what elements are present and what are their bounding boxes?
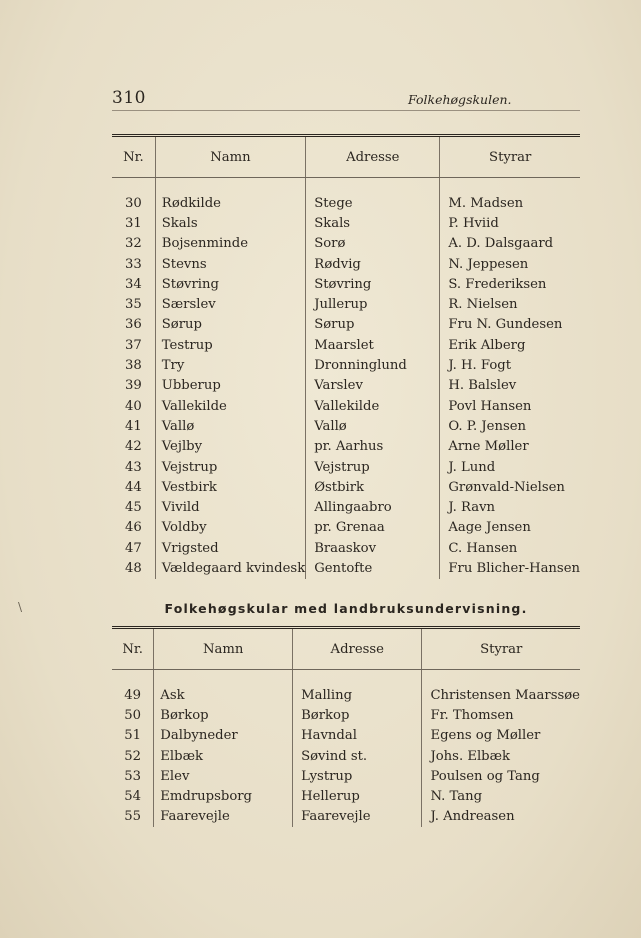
cell-namn: Vejstrup xyxy=(155,457,305,477)
cell-namn: Børkop xyxy=(154,705,293,725)
cell-styrar: J. Andreasen xyxy=(422,807,580,827)
cell-nr: 50 xyxy=(124,707,142,723)
section-heading: Folkehøgskular med landbruksundervisning. xyxy=(164,601,528,616)
cell-adresse: Faarevejle xyxy=(293,807,422,827)
cell-nr: 45 xyxy=(124,500,142,516)
table-row xyxy=(112,497,580,517)
cell-styrar: R. Nielsen xyxy=(440,294,580,314)
table-row xyxy=(112,786,580,806)
spacer-row xyxy=(112,670,580,686)
cell-namn: Særslev xyxy=(155,294,305,314)
table-row xyxy=(112,315,580,335)
column-header-adresse: Adresse xyxy=(306,136,440,178)
cell-namn: Støvring xyxy=(155,274,305,294)
column-header-namn: Namn xyxy=(155,136,305,178)
column-header-namn: Namn xyxy=(154,628,293,670)
cell-adresse: Rødvig xyxy=(306,254,440,274)
table-row xyxy=(112,685,580,705)
margin-mark: \ xyxy=(18,600,23,614)
table-header-row xyxy=(112,628,580,670)
cell-namn: Vrigsted xyxy=(155,538,305,558)
cell-styrar: H. Balslev xyxy=(440,376,580,396)
cell-adresse: Stege xyxy=(306,193,440,213)
cell-namn: Vallekilde xyxy=(155,396,305,416)
cell-styrar: Fru N. Gundesen xyxy=(440,315,580,335)
cell-styrar: N. Jeppesen xyxy=(440,254,580,274)
cell-adresse: Vejstrup xyxy=(306,457,440,477)
cell-namn: Stevns xyxy=(155,254,305,274)
cell-namn: Vældegaard kvindesk xyxy=(155,558,305,578)
cell-namn: Ubberup xyxy=(155,376,305,396)
table-row xyxy=(112,335,580,355)
cell-styrar: Johs. Elbæk xyxy=(422,746,580,766)
cell-styrar: Poulsen og Tang xyxy=(422,766,580,786)
schools-table-body xyxy=(112,178,580,579)
table-row xyxy=(112,726,580,746)
cell-nr: 44 xyxy=(124,479,142,495)
cell-nr: 38 xyxy=(124,358,142,374)
cell-nr: 40 xyxy=(124,398,142,414)
table-row xyxy=(112,355,580,375)
page-number: 310 xyxy=(112,88,146,108)
cell-styrar: P. Hviid xyxy=(440,213,580,233)
cell-nr: 46 xyxy=(124,520,142,536)
table-row xyxy=(112,396,580,416)
cell-nr: 43 xyxy=(124,459,142,475)
cell-styrar: J. Ravn xyxy=(440,497,580,517)
column-header-nr: Nr. xyxy=(112,628,154,670)
cell-styrar: Christensen Maarssøe xyxy=(422,685,580,705)
cell-nr: 47 xyxy=(124,540,142,556)
cell-adresse: Havndal xyxy=(293,726,422,746)
cell-adresse: Jullerup xyxy=(306,294,440,314)
cell-adresse: Østbirk xyxy=(306,477,440,497)
cell-adresse: Braaskov xyxy=(306,538,440,558)
cell-adresse: Lystrup xyxy=(293,766,422,786)
cell-namn: Vallø xyxy=(155,416,305,436)
column-header-adresse: Adresse xyxy=(293,628,422,670)
cell-namn: Testrup xyxy=(155,335,305,355)
cell-nr: 54 xyxy=(124,789,142,805)
cell-nr: 34 xyxy=(124,276,142,292)
cell-nr: 31 xyxy=(124,215,142,231)
table-row xyxy=(112,457,580,477)
cell-namn: Rødkilde xyxy=(155,193,305,213)
agricultural-schools-table xyxy=(112,626,580,827)
table-row xyxy=(112,477,580,497)
cell-nr: 48 xyxy=(124,560,142,576)
cell-namn: Try xyxy=(155,355,305,375)
table-row xyxy=(112,274,580,294)
cell-styrar: N. Tang xyxy=(422,786,580,806)
cell-adresse: Søvind st. xyxy=(293,746,422,766)
table-row xyxy=(112,254,580,274)
table-row xyxy=(112,746,580,766)
cell-namn: Ask xyxy=(154,685,293,705)
cell-adresse: Dronninglund xyxy=(306,355,440,375)
cell-namn: Elev xyxy=(154,766,293,786)
cell-nr: 42 xyxy=(124,439,142,455)
table-row xyxy=(112,558,580,578)
table-row xyxy=(112,518,580,538)
cell-nr: 30 xyxy=(124,195,142,211)
cell-namn: Bojsenminde xyxy=(155,234,305,254)
table-row xyxy=(112,538,580,558)
cell-adresse: Skals xyxy=(306,213,440,233)
cell-nr: 33 xyxy=(124,256,142,272)
cell-nr: 51 xyxy=(124,728,142,744)
agricultural-schools-table-body xyxy=(112,670,580,828)
cell-styrar: Grønvald-Nielsen xyxy=(440,477,580,497)
column-header-nr: Nr. xyxy=(112,136,155,178)
column-header-styrar: Styrar xyxy=(440,136,580,178)
cell-styrar: Fr. Thomsen xyxy=(422,705,580,725)
cell-nr: 52 xyxy=(124,748,142,764)
cell-styrar: J. H. Fogt xyxy=(440,355,580,375)
cell-namn: Voldby xyxy=(155,518,305,538)
table-row xyxy=(112,766,580,786)
cell-namn: Sørup xyxy=(155,315,305,335)
cell-nr: 53 xyxy=(124,768,142,784)
cell-adresse: pr. Aarhus xyxy=(306,437,440,457)
cell-styrar: Arne Møller xyxy=(440,437,580,457)
cell-adresse: Hellerup xyxy=(293,786,422,806)
cell-namn: Vejlby xyxy=(155,437,305,457)
cell-styrar: J. Lund xyxy=(440,457,580,477)
cell-nr: 36 xyxy=(124,317,142,333)
cell-adresse: pr. Grenaa xyxy=(306,518,440,538)
table-row xyxy=(112,234,580,254)
table-row xyxy=(112,376,580,396)
cell-styrar: A. D. Dalsgaard xyxy=(440,234,580,254)
cell-nr: 35 xyxy=(124,297,142,313)
cell-styrar: O. P. Jensen xyxy=(440,416,580,436)
cell-adresse: Sorø xyxy=(306,234,440,254)
cell-namn: Elbæk xyxy=(154,746,293,766)
cell-namn: Faarevejle xyxy=(154,807,293,827)
table-row xyxy=(112,294,580,314)
cell-namn: Vestbirk xyxy=(155,477,305,497)
table-row xyxy=(112,807,580,827)
cell-styrar: M. Madsen xyxy=(440,193,580,213)
cell-adresse: Vallekilde xyxy=(306,396,440,416)
cell-nr: 55 xyxy=(124,809,142,825)
cell-styrar: Povl Hansen xyxy=(440,396,580,416)
cell-nr: 39 xyxy=(124,378,142,394)
table-row xyxy=(112,193,580,213)
cell-adresse: Varslev xyxy=(306,376,440,396)
cell-adresse: Børkop xyxy=(293,705,422,725)
cell-nr: 37 xyxy=(124,337,142,353)
spacer-row xyxy=(112,178,580,194)
table-row xyxy=(112,213,580,233)
cell-styrar: S. Frederiksen xyxy=(440,274,580,294)
running-head: Folkehøgskulen. xyxy=(408,92,512,107)
cell-styrar: C. Hansen xyxy=(440,538,580,558)
cell-styrar: Aage Jensen xyxy=(440,518,580,538)
cell-adresse: Gentofte xyxy=(306,558,440,578)
cell-namn: Vivild xyxy=(155,497,305,517)
cell-namn: Dalbyneder xyxy=(154,726,293,746)
table-row xyxy=(112,705,580,725)
page-header xyxy=(112,86,580,111)
cell-adresse: Allingaabro xyxy=(306,497,440,517)
table-header-row xyxy=(112,136,580,178)
cell-nr: 32 xyxy=(124,236,142,252)
cell-nr: 49 xyxy=(124,687,142,703)
cell-adresse: Sørup xyxy=(306,315,440,335)
cell-adresse: Maarslet xyxy=(306,335,440,355)
table-row xyxy=(112,437,580,457)
table-row xyxy=(112,416,580,436)
cell-namn: Skals xyxy=(155,213,305,233)
cell-nr: 41 xyxy=(124,418,142,434)
cell-styrar: Fru Blicher-Hansen xyxy=(440,558,580,578)
cell-adresse: Malling xyxy=(293,685,422,705)
cell-styrar: Erik Alberg xyxy=(440,335,580,355)
cell-adresse: Støvring xyxy=(306,274,440,294)
schools-table xyxy=(112,134,580,579)
column-header-styrar: Styrar xyxy=(422,628,580,670)
cell-styrar: Egens og Møller xyxy=(422,726,580,746)
cell-adresse: Vallø xyxy=(306,416,440,436)
cell-namn: Emdrupsborg xyxy=(154,786,293,806)
